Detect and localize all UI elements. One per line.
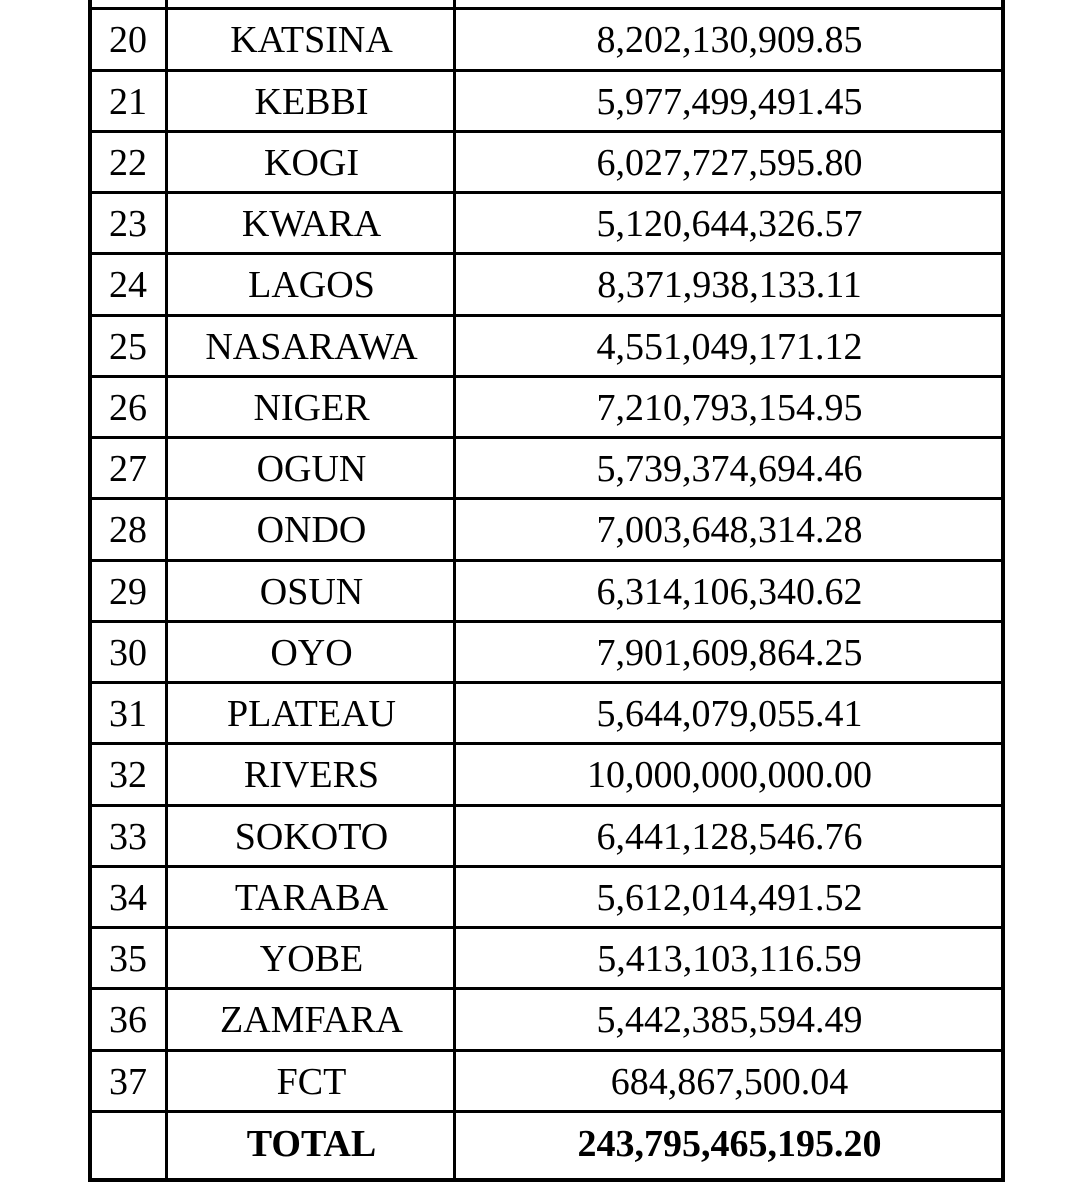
state-name: KEBBI [254,81,369,123]
table-row [90,1052,1003,1113]
amount: 5,120,644,326.57 [596,203,863,245]
total-amount: 243,795,465,195.20 [577,1123,882,1165]
serial-number: 36 [109,999,147,1041]
serial-number: 25 [109,326,147,368]
total-row [90,1114,1003,1175]
table-row [90,255,1003,316]
table-row [90,133,1003,194]
total-label: TOTAL [246,1123,377,1165]
table-row [90,378,1003,439]
state-name: LAGOS [248,264,375,306]
amount: 6,441,128,546.76 [596,816,863,858]
state-name: FCT [276,1061,347,1103]
serial-number: 26 [109,387,147,429]
table-row [90,807,1003,868]
state-name: ONDO [256,509,367,551]
amount: 684,867,500.04 [610,1061,849,1103]
serial-number: 21 [109,81,147,123]
table-row [90,194,1003,255]
state-name: OYO [270,632,353,674]
amount: 5,977,499,491.45 [596,81,863,123]
state-name: PLATEAU [227,693,396,735]
amount: 7,003,648,314.28 [596,509,863,551]
amount: 5,739,374,694.46 [596,448,863,490]
table-border-bottom [88,1178,1005,1182]
amount: 7,901,609,864.25 [596,632,863,674]
serial-number [90,1114,166,1175]
serial-number: 33 [109,816,147,858]
table-row [90,317,1003,378]
table-row [90,439,1003,500]
amount: 7,210,793,154.95 [596,387,863,429]
serial-number: 32 [109,754,147,796]
state-name: ZAMFARA [220,999,403,1041]
state-name: NASARAWA [205,326,418,368]
serial-number: 30 [109,632,147,674]
table-row [90,10,1003,71]
amount: 5,644,079,055.41 [596,693,863,735]
serial-number: 20 [109,19,147,61]
serial-number: 28 [109,509,147,551]
amount: 10,000,000,000.00 [587,754,872,796]
table-row [90,929,1003,990]
state-name: SOKOTO [234,816,389,858]
serial-number: 37 [109,1061,147,1103]
state-name: OGUN [256,448,367,490]
table-row [90,72,1003,133]
table-row [90,500,1003,561]
state-name: OSUN [259,571,364,613]
amount: 8,371,938,133.11 [597,264,862,306]
amount: 6,314,106,340.62 [596,571,863,613]
table-row [90,623,1003,684]
serial-number: 22 [109,142,147,184]
state-name: NIGER [253,387,370,429]
serial-number: 29 [109,571,147,613]
state-name: RIVERS [243,754,380,796]
amount: 5,413,103,116.59 [597,938,862,980]
amount: 8,202,130,909.85 [596,19,863,61]
amount: 5,442,385,594.49 [596,999,863,1041]
amount: 4,551,049,171.12 [596,326,863,368]
amount: 6,027,727,595.80 [596,142,863,184]
state-name: KATSINA [230,19,393,61]
state-name: TARABA [234,877,389,919]
serial-number: 27 [109,448,147,490]
table-row [90,745,1003,806]
state-name: KWARA [241,203,382,245]
serial-number: 35 [109,938,147,980]
serial-number: 24 [109,264,147,306]
table-row [90,562,1003,623]
serial-number: 34 [109,877,147,919]
table-row [90,990,1003,1051]
table-row [90,868,1003,929]
state-name: KOGI [264,142,359,184]
serial-number: 23 [109,203,147,245]
table-row [90,684,1003,745]
amount: 5,612,014,491.52 [596,877,863,919]
state-name: YOBE [259,938,364,980]
serial-number: 31 [109,693,147,735]
